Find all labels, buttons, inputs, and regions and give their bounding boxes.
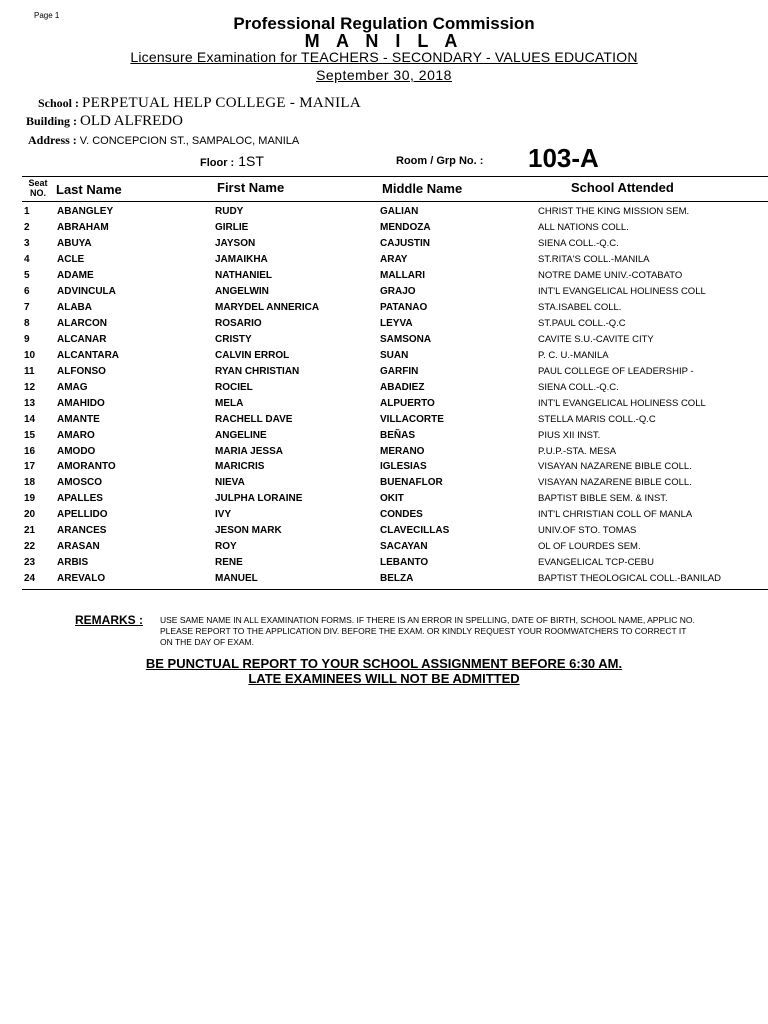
cell-last: AMORANTO (57, 461, 116, 473)
cell-seat: 11 (24, 365, 35, 377)
cell-first: ROY (215, 541, 237, 553)
cell-first: JAYSON (215, 238, 256, 250)
table-header-rule (22, 201, 768, 202)
table-row (22, 427, 768, 443)
cell-last: ARBIS (57, 557, 89, 569)
remarks-text: USE SAME NAME IN ALL EXAMINATION FORMS. IF THERE IS AN ERROR IN SPELLING, DATE OF BIRTH, SCHOOL NAME, APPLIC NO. PLEASE REPORT TO THE APPLICATION DIV. BEFORE THE EXAM. OR KINDLY REQUEST YOUR ROOMWATCHERS TO CORRECT IT ON THE DAY OF EXAM. (160, 615, 695, 647)
cell-school: CHRIST THE KING MISSION SEM. (538, 206, 690, 218)
cell-school: BAPTIST BIBLE SEM. & INST. (538, 493, 668, 505)
cell-first: GIRLIE (215, 222, 249, 234)
exam-title: Licensure Examination for TEACHERS - SECONDARY - VALUES EDUCATION (130, 49, 638, 65)
cell-seat: 10 (24, 349, 36, 361)
cell-seat: 9 (24, 333, 30, 345)
table-bottom-rule (22, 589, 768, 590)
cell-school: VISAYAN NAZARENE BIBLE COLL. (538, 477, 692, 489)
cell-school: UNIV.OF STO. TOMAS (538, 525, 637, 537)
cell-first: MARYDEL ANNERICA (215, 302, 320, 314)
cell-school: NOTRE DAME UNIV.-COTABATO (538, 270, 683, 282)
floor-label: Floor : (200, 157, 235, 169)
cell-middle: MALLARI (380, 270, 425, 282)
cell-middle: ABADIEZ (380, 381, 425, 393)
cell-seat: 19 (24, 493, 36, 505)
cell-middle: BEÑAS (380, 429, 416, 441)
school-label: School : (38, 96, 80, 110)
cell-school: STELLA MARIS COLL.-Q.C (538, 413, 656, 425)
cell-school: BAPTIST THEOLOGICAL COLL.-BANILAD (538, 573, 722, 585)
cell-last: ABANGLEY (57, 206, 114, 218)
table-row (22, 555, 768, 571)
cell-first: RYAN CHRISTIAN (215, 365, 300, 377)
punctual-notice: BE PUNCTUAL REPORT TO YOUR SCHOOL ASSIGNMENT BEFORE 6:30 AM. (145, 656, 623, 671)
table-row (22, 379, 768, 395)
cell-first: MARICRIS (215, 461, 265, 473)
cell-seat: 14 (24, 413, 36, 425)
table-row (22, 475, 768, 491)
cell-first: CALVIN ERROL (215, 349, 290, 361)
cell-middle: BELZA (380, 573, 414, 585)
school-line (38, 95, 361, 112)
cell-first: RUDY (215, 206, 244, 218)
building-line (26, 113, 183, 130)
cell-first: RACHELL DAVE (215, 413, 293, 425)
cell-middle: SAMSONA (380, 333, 432, 345)
cell-seat: 24 (24, 573, 36, 585)
cell-first: JESON MARK (215, 525, 282, 537)
table-row (22, 332, 768, 348)
cell-first: ANGELINE (215, 429, 267, 441)
cell-middle: PATANAO (380, 302, 428, 314)
cell-last: ACLE (57, 254, 85, 266)
cell-middle: GARFIN (380, 365, 419, 377)
cell-last: ALCANAR (57, 333, 107, 345)
commission-title: Professional Regulation Commission (233, 14, 535, 33)
cell-first: MANUEL (215, 573, 258, 585)
cell-first: CRISTY (215, 333, 252, 345)
cell-middle: SACAYAN (380, 541, 428, 553)
room-number: 103-A (528, 143, 599, 173)
cell-school: OL OF LOURDES SEM. (538, 541, 641, 553)
cell-school: PIUS XII INST. (538, 429, 601, 441)
cell-seat: 16 (24, 445, 36, 457)
cell-last: ALABA (57, 302, 92, 314)
cell-school: INT'L EVANGELICAL HOLINESS COLL (538, 286, 706, 298)
table-row (22, 523, 768, 539)
table-row (22, 347, 768, 363)
cell-school: EVANGELICAL TCP-CEBU (538, 557, 654, 569)
cell-middle: MENDOZA (380, 222, 431, 234)
cell-school: VISAYAN NAZARENE BIBLE COLL. (538, 461, 692, 473)
late-notice: LATE EXAMINEES WILL NOT BE ADMITTED (248, 671, 520, 686)
cell-last: AREVALO (57, 573, 106, 585)
cell-last: ADAME (57, 270, 94, 282)
cell-last: ADVINCULA (57, 286, 116, 298)
cell-seat: 20 (24, 509, 36, 521)
cell-seat: 6 (24, 286, 30, 298)
cell-middle: ALPUERTO (380, 397, 435, 409)
cell-school: PAUL COLLEGE OF LEADERSHIP - (538, 365, 694, 377)
page-number: Page 1 (34, 11, 60, 20)
cell-middle: ARAY (380, 254, 408, 266)
table-row (22, 491, 768, 507)
table-row (22, 395, 768, 411)
cell-last: ARASAN (57, 541, 100, 553)
building-label: Building : (26, 114, 78, 128)
cell-school: STA.ISABEL COLL. (538, 302, 622, 314)
header-first-name: First Name (217, 180, 285, 195)
cell-last: ALCANTARA (57, 349, 120, 361)
examinee-table (22, 204, 768, 587)
cell-school: ST.PAUL COLL.-Q.C (538, 318, 626, 330)
cell-last: AMARO (57, 429, 95, 441)
cell-seat: 17 (24, 461, 36, 473)
cell-first: ANGELWIN (215, 286, 269, 298)
table-row (22, 236, 768, 252)
header-seat (27, 178, 49, 198)
cell-first: MARIA JESSA (215, 445, 283, 457)
cell-seat: 7 (24, 302, 30, 314)
cell-last: ALFONSO (57, 365, 106, 377)
cell-school: ALL NATIONS COLL. (538, 222, 629, 234)
cell-first: MELA (215, 397, 244, 409)
cell-middle: BUENAFLOR (380, 477, 443, 489)
cell-seat: 12 (24, 381, 36, 393)
table-row (22, 220, 768, 236)
cell-school: SIENA COLL.-Q.C. (538, 238, 619, 250)
cell-seat: 22 (24, 541, 36, 553)
cell-school: INT'L EVANGELICAL HOLINESS COLL (538, 397, 706, 409)
table-row (22, 268, 768, 284)
cell-school: P.U.P.-STA. MESA (538, 445, 617, 457)
exam-date: September 30, 2018 (316, 67, 452, 83)
cell-first: NIEVA (215, 477, 245, 489)
cell-seat: 13 (24, 397, 36, 409)
cell-middle: CAJUSTIN (380, 238, 431, 250)
cell-middle: GALIAN (380, 206, 419, 218)
cell-last: AMANTE (57, 413, 100, 425)
cell-middle: SUAN (380, 349, 409, 361)
building-name: OLD ALFREDO (80, 113, 183, 129)
cell-middle: LEBANTO (380, 557, 429, 569)
address-label: Address : (28, 133, 77, 147)
header-last-name: Last Name (56, 182, 122, 197)
cell-seat: 3 (24, 238, 30, 250)
table-row (22, 507, 768, 523)
cell-school: INT'L CHRISTIAN COLL OF MANLA (538, 509, 693, 521)
cell-last: AMAHIDO (57, 397, 105, 409)
cell-first: JAMAIKHA (215, 254, 268, 266)
cell-first: IVY (215, 509, 232, 521)
table-row (22, 411, 768, 427)
header-middle-name: Middle Name (382, 181, 463, 196)
cell-middle: OKIT (380, 493, 404, 505)
remarks-label: REMARKS : (75, 613, 143, 627)
table-row (22, 443, 768, 459)
cell-first: JULPHA LORAINE (215, 493, 303, 505)
cell-seat: 1 (24, 206, 30, 218)
cell-last: APELLIDO (57, 509, 108, 521)
cell-school: SIENA COLL.-Q.C. (538, 381, 619, 393)
cell-last: AMODO (57, 445, 96, 457)
cell-last: APALLES (57, 493, 103, 505)
cell-middle: MERANO (380, 445, 425, 457)
cell-middle: VILLACORTE (380, 413, 444, 425)
city-title: M A N I L A (304, 31, 464, 51)
floor-value: 1ST (238, 153, 264, 169)
cell-seat: 21 (24, 525, 36, 537)
cell-school: ST.RITA'S COLL.-MANILA (538, 254, 650, 266)
cell-middle: CONDES (380, 509, 423, 521)
cell-last: AMOSCO (57, 477, 102, 489)
cell-first: NATHANIEL (215, 270, 273, 282)
cell-last: ARANCES (57, 525, 107, 537)
cell-seat: 2 (24, 222, 30, 234)
examinee-rows (22, 204, 768, 587)
cell-seat: 18 (24, 477, 36, 489)
cell-seat: 5 (24, 270, 30, 282)
cell-first: ROSARIO (215, 318, 262, 330)
cell-last: ABRAHAM (57, 222, 109, 234)
cell-middle: CLAVECILLAS (380, 525, 450, 537)
cell-seat: 4 (24, 254, 30, 266)
table-row (22, 284, 768, 300)
cell-school: CAVITE S.U.-CAVITE CITY (538, 333, 654, 345)
table-row (22, 316, 768, 332)
cell-seat: 23 (24, 557, 36, 569)
floor-line (200, 153, 264, 169)
table-row (22, 300, 768, 316)
school-name: PERPETUAL HELP COLLEGE - MANILA (82, 95, 362, 111)
table-row (22, 459, 768, 475)
cell-first: RENE (215, 557, 243, 569)
cell-first: ROCIEL (215, 381, 253, 393)
table-row (22, 252, 768, 268)
cell-last: ALARCON (57, 318, 107, 330)
table-row (22, 363, 768, 379)
address-value: V. CONCEPCION ST., SAMPALOC, MANILA (79, 135, 300, 147)
cell-last: ABUYA (57, 238, 92, 250)
cell-seat: 8 (24, 318, 30, 330)
header-seat-label: Seat NO. (28, 178, 48, 198)
table-row (22, 204, 768, 220)
cell-school: P. C. U.-MANILA (538, 349, 609, 361)
table-row (22, 571, 768, 587)
cell-seat: 15 (24, 429, 36, 441)
header-school-attended: School Attended (571, 180, 674, 195)
table-top-rule (22, 176, 768, 177)
cell-last: AMAG (57, 381, 88, 393)
address-line (28, 133, 299, 148)
table-row (22, 539, 768, 555)
cell-middle: IGLESIAS (380, 461, 427, 473)
cell-middle: GRAJO (380, 286, 416, 298)
room-label: Room / Grp No. : (396, 155, 484, 167)
cell-middle: LEYVA (380, 318, 413, 330)
